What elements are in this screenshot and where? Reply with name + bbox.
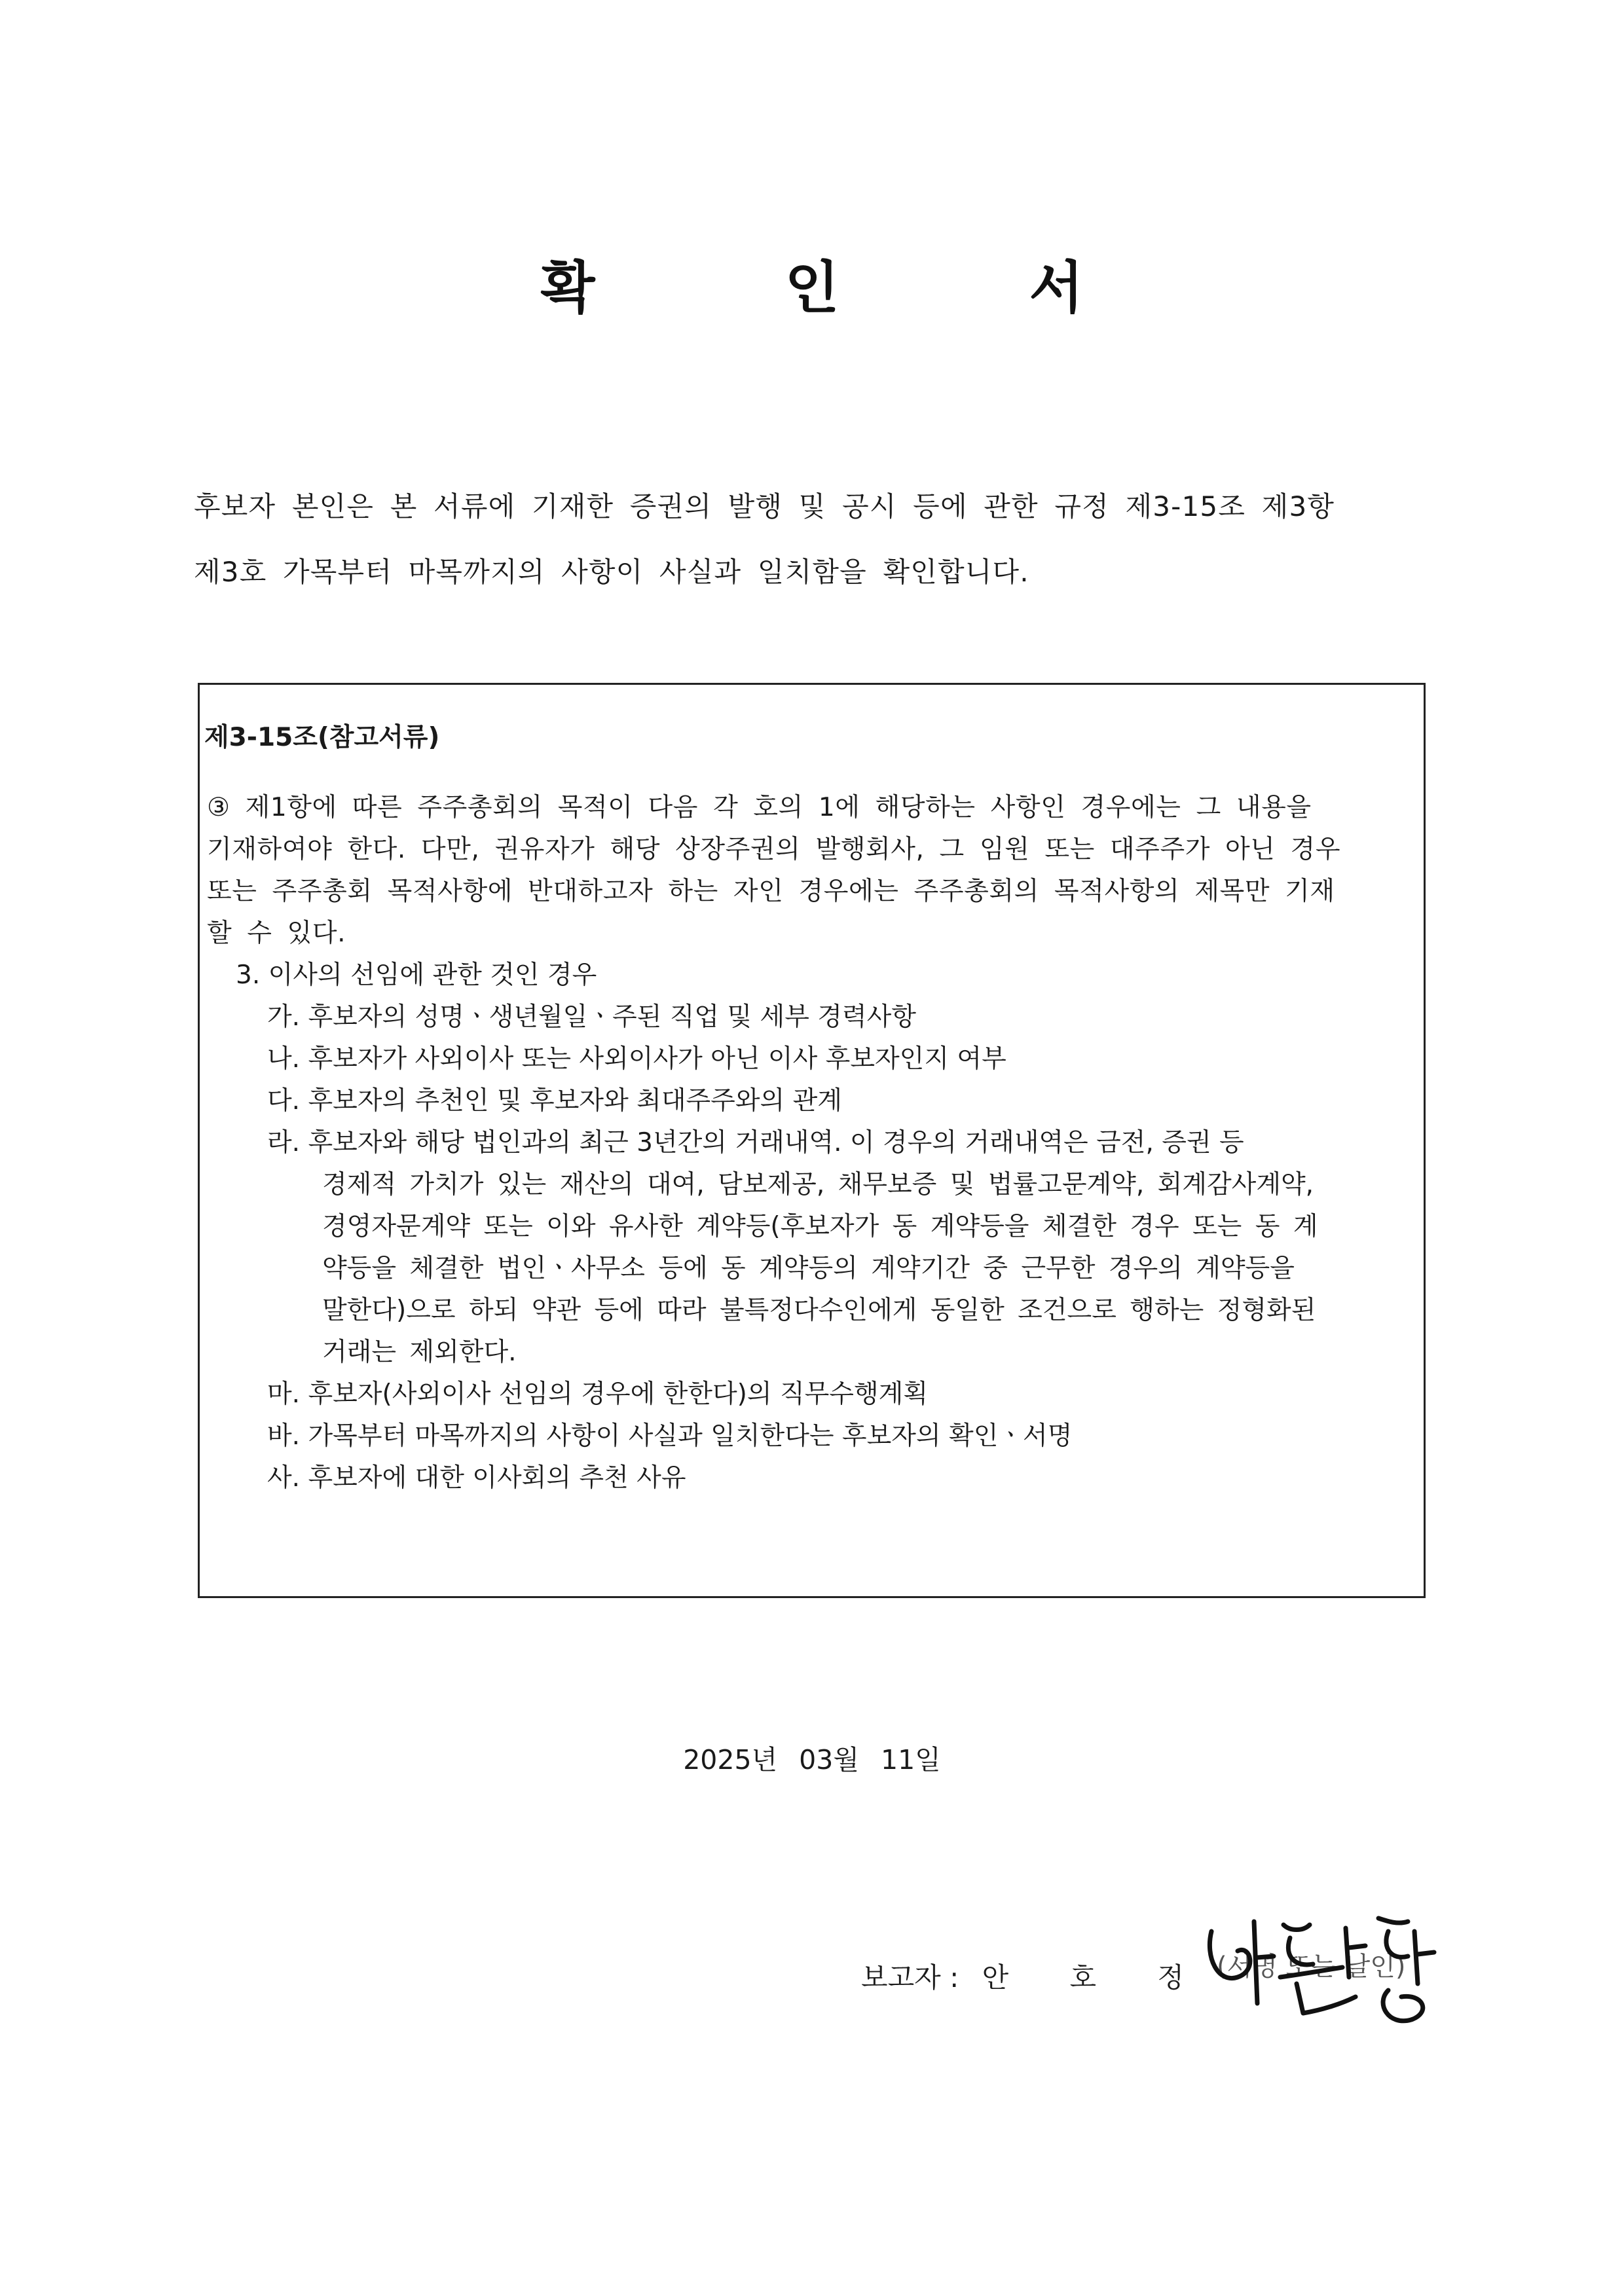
sub-item-da: 다. 후보자의 추천인 및 후보자와 최대주주와의 관계 — [267, 1086, 842, 1116]
reference-paragraph-line-4: 할 수 있다. — [207, 919, 346, 948]
document-date: 2025년 03월 11일 — [683, 1744, 941, 1776]
sub-item-ra-continuation-5: 거래는 제외한다. — [322, 1338, 517, 1367]
reference-paragraph-line-1: ③ 제1항에 따른 주주총회의 목적이 다음 각 호의 1에 해당하는 사항인 경우에는 그 내용을 — [207, 793, 1312, 822]
handwritten-signature — [1192, 1905, 1454, 2036]
sub-item-ra-continuation-4: 말한다)으로 하되 약관 등에 따라 불특정다수인에게 동일한 조건으로 행하는 정형화된 — [322, 1296, 1316, 1325]
sub-item-ra-continuation-2: 경영자문계약 또는 이와 유사한 계약등(후보자가 동 계약등을 체결한 경우 또는 동 계 — [322, 1212, 1318, 1241]
sub-item-ra-continuation-3: 약등을 체결한 법인ㆍ사무소 등에 동 계약등의 계약기간 중 근무한 경우의 계약등을 — [322, 1254, 1295, 1283]
sub-item-ma: 마. 후보자(사외이사 선임의 경우에 한한다)의 직무수행계획 — [267, 1379, 928, 1409]
sub-item-na: 나. 후보자가 사외이사 또는 사외이사가 아닌 이사 후보자인지 여부 — [267, 1044, 1006, 1074]
intro-line-2: 제3호 가목부터 마목까지의 사항이 사실과 일치함을 확인합니다. — [194, 556, 1029, 588]
reporter-name: 안 호 정 — [982, 1961, 1210, 1994]
reference-item-3: 3. 이사의 선임에 관한 것인 경우 — [236, 960, 597, 990]
sub-item-ba: 바. 가목부터 마목까지의 사항이 사실과 일치한다는 후보자의 확인ㆍ서명 — [267, 1421, 1073, 1451]
reference-paragraph-line-2: 기재하여야 한다. 다만, 권유자가 해당 상장주권의 발행회사, 그 임원 또는 대주주가 아닌 경우 — [207, 835, 1341, 864]
reporter-label: 보고자 : — [861, 1961, 959, 1994]
sign-note: (서명 또는 날인) — [1217, 1952, 1406, 1982]
sub-item-ra: 라. 후보자와 해당 법인과의 최근 3년간의 거래내역. 이 경우의 거래내역은 금전, 증권 등 — [267, 1128, 1244, 1157]
reference-paragraph-line-3: 또는 주주총회 목적사항에 반대하고자 하는 자인 경우에는 주주총회의 목적사항의 제목만 기재 — [207, 877, 1335, 906]
reporter-line — [861, 1956, 1210, 1995]
sub-item-ra-continuation-1: 경제적 가치가 있는 재산의 대여, 담보제공, 채무보증 및 법률고문계약, 회계감사계약, — [322, 1170, 1314, 1199]
intro-line-1: 후보자 본인은 본 서류에 기재한 증권의 발행 및 공시 등에 관한 규정 제3-15조 제3항 — [194, 490, 1335, 522]
document-title: 확 인 서 — [540, 255, 1169, 321]
reference-heading: 제3-15조(참고서류) — [204, 723, 440, 752]
sub-item-ga: 가. 후보자의 성명ㆍ생년월일ㆍ주된 직업 및 세부 경력사항 — [267, 1002, 916, 1032]
sub-item-sa: 사. 후보자에 대한 이사회의 추천 사유 — [267, 1463, 686, 1493]
